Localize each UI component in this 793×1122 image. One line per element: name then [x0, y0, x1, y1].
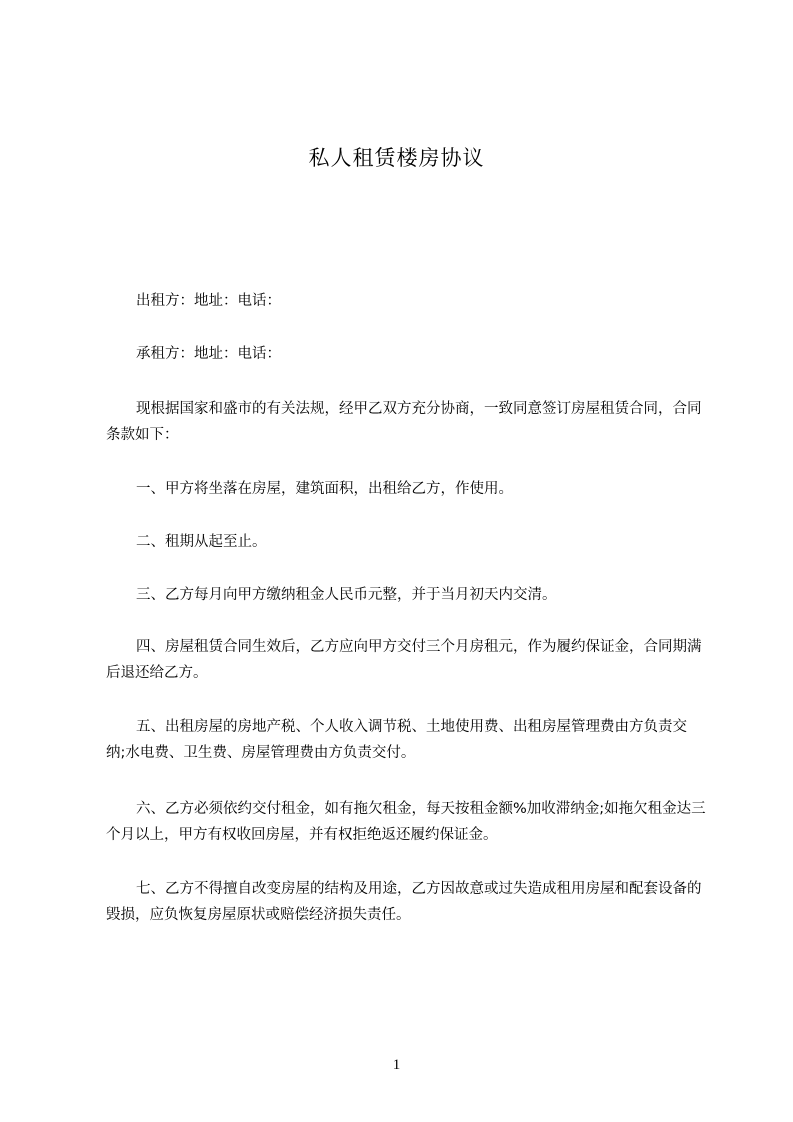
clause-4: 四、房屋租赁合同生效后，乙方应向甲方交付三个月房租元，作为履约保证金，合同期满后退还给乙方。 [106, 639, 702, 681]
page-title: 私人租赁楼房协议 [308, 146, 485, 170]
lessor-info: 出租方：地址：电话： [136, 293, 281, 309]
clause-5: 五、出租房屋的房地产税、个人收入调节税、土地使用费、出租房屋管理费由方负责交纳;水电费、卫生费、房屋管理费由方负责交付。 [106, 719, 687, 761]
lessee-info: 承租方：地址：电话： [136, 346, 281, 362]
clause-6: 六、乙方必须依约交付租金，如有拖欠租金，每天按租金额%加收滞纳金;如拖欠租金达三个月以上，甲方有权收回房屋，并有权拒绝返还履约保证金。 [106, 801, 706, 843]
clause-3: 三、乙方每月向甲方缴纳租金人民币元整，并于当月初天内交清。 [136, 587, 557, 603]
preamble-paragraph: 现根据国家和盛市的有关法规，经甲乙双方充分协商，一致同意签订房屋租赁合同，合同条款如下： [106, 401, 702, 443]
page-number: 1 [392, 1057, 401, 1073]
clause-1: 一、甲方将坐落在房屋，建筑面积，出租给乙方，作使用。 [136, 481, 513, 497]
clause-7: 七、乙方不得擅自改变房屋的结构及用途，乙方因故意或过失造成租用房屋和配套设备的毁损，应负恢复房屋原状或赔偿经济损失责任。 [106, 881, 702, 923]
clause-2: 二、租期从起至止。 [136, 534, 267, 550]
